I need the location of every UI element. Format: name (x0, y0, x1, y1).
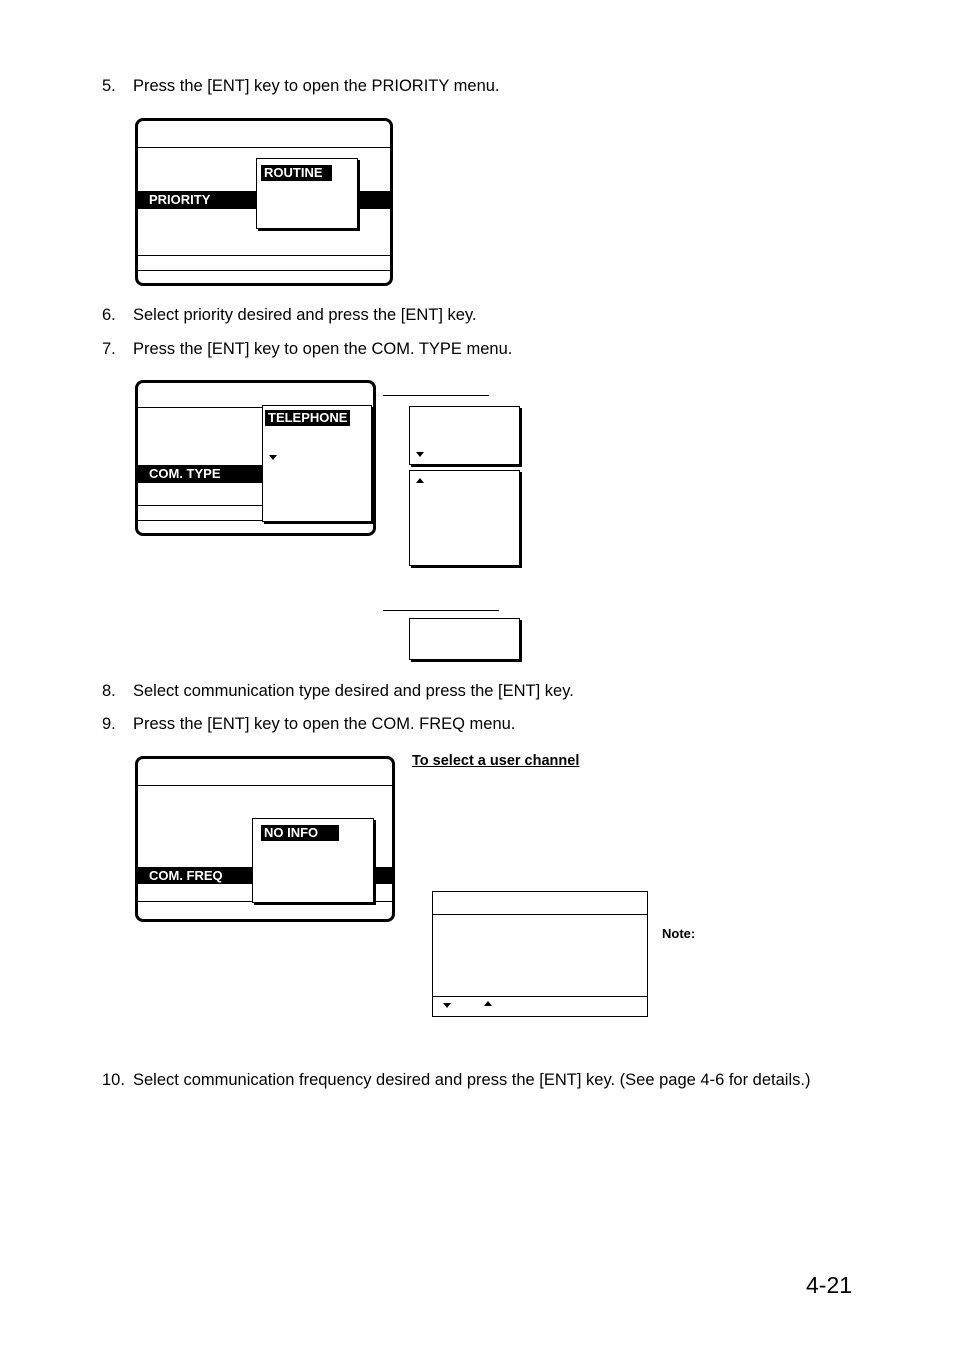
divider (433, 996, 647, 997)
step-number: 8. (102, 682, 116, 700)
comfreq-field-label: COM. FREQ (149, 868, 223, 883)
note-label: Note: (662, 926, 696, 941)
divider (138, 270, 390, 271)
comfreq-option-selected[interactable]: NO INFO (261, 825, 339, 841)
scroll-up-arrow-icon (484, 1001, 492, 1006)
divider (383, 395, 489, 396)
comfreq-options-popup[interactable] (252, 818, 374, 903)
step-text: Select communication frequency desired and press the [ENT] key. (See page 4-6 for details.) (133, 1071, 811, 1089)
divider (138, 785, 392, 786)
comtype-option-selected[interactable]: TELEPHONE (265, 410, 350, 426)
step-number: 10. (102, 1071, 125, 1089)
priority-field-label: PRIORITY (149, 192, 211, 207)
step-5 (102, 77, 500, 96)
comtype-list-page-2 (409, 470, 520, 566)
scroll-down-arrow-icon (269, 455, 277, 460)
priority-menu-screen (135, 118, 393, 286)
divider (138, 255, 390, 256)
comtype-field-label: COM. TYPE (149, 466, 221, 481)
comtype-field-row (138, 465, 264, 483)
scroll-down-arrow-icon (443, 1003, 451, 1008)
step-7 (102, 340, 512, 359)
comtype-options-popup[interactable] (262, 405, 372, 522)
step-number: 7. (102, 340, 116, 358)
divider (138, 147, 390, 148)
page-number: 4-21 (806, 1272, 853, 1298)
scroll-down-arrow-icon (416, 452, 424, 457)
step-6 (102, 306, 477, 325)
step-9 (102, 715, 515, 734)
step-text: Select communication type desired and press the [ENT] key. (133, 682, 574, 700)
user-channel-heading: To select a user channel (412, 753, 580, 769)
comfreq-menu-screen (135, 756, 395, 922)
comtype-menu-screen (135, 380, 376, 536)
scroll-up-arrow-icon (416, 478, 424, 483)
step-number: 5. (102, 77, 116, 95)
step-number: 9. (102, 715, 116, 733)
step-text: Select priority desired and press the [ENT] key. (133, 306, 477, 324)
step-text: Press the [ENT] key to open the COM. TYPE menu. (133, 340, 513, 358)
step-10 (102, 1071, 810, 1090)
step-number: 6. (102, 306, 116, 324)
user-channel-screen (432, 891, 648, 1017)
priority-option-selected[interactable]: ROUTINE (261, 165, 332, 181)
step-8 (102, 682, 574, 701)
priority-options-popup[interactable] (256, 158, 358, 229)
step-text: Press the [ENT] key to open the PRIORITY menu. (133, 77, 500, 95)
comtype-list-page-1 (409, 406, 520, 465)
divider (433, 914, 647, 915)
step-text: Press the [ENT] key to open the COM. FREQ menu. (133, 715, 516, 733)
divider (383, 610, 499, 611)
comtype-sub-options-box (409, 618, 520, 660)
